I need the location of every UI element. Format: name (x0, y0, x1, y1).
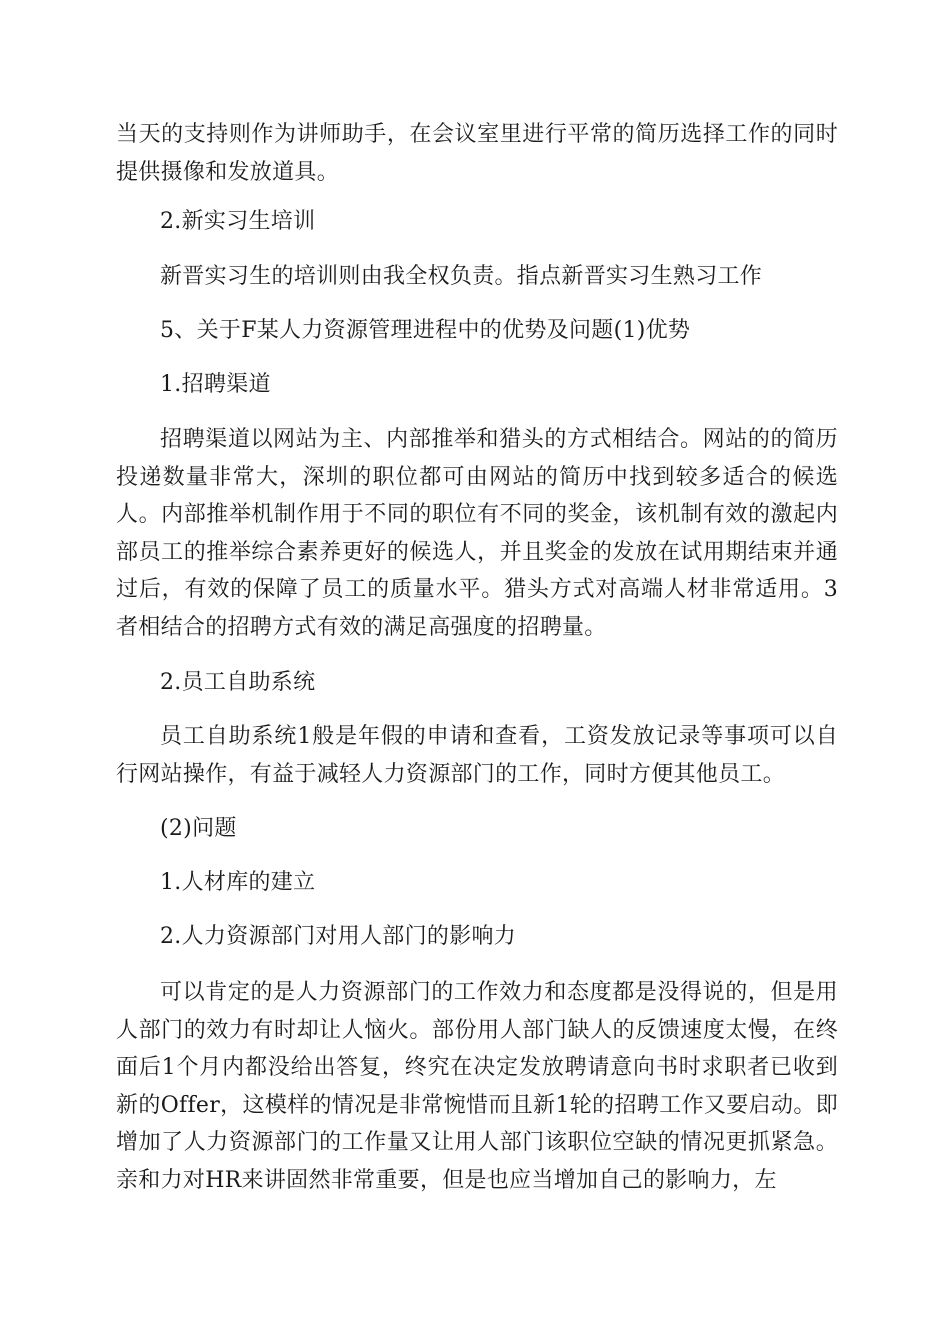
section-heading (116, 312, 838, 350)
paragraph (116, 258, 838, 296)
body-paragraph: 员工自助系统1般是年假的申请和查看，工资发放记录等事项可以自行网站操作，有益于减轻人力资源部门的工作，同时方便其他员工。 (116, 724, 838, 787)
heading-employee-self-service: 2.员工自助系统 (160, 670, 316, 695)
section-heading (116, 810, 838, 848)
heading-problems: (2)问题 (160, 816, 237, 841)
heading-advantages-and-problems: 5、关于F某人力资源管理进程中的优势及问题(1)优势 (160, 318, 691, 343)
section-heading (116, 664, 838, 702)
paragraph-continuation (116, 116, 838, 191)
section-heading (116, 203, 838, 241)
body-paragraph: 招聘渠道以网站为主、内部推举和猎头的方式相结合。网站的的简历投递数量非常大，深圳的职位都可由网站的简历中找到较多适合的候选人。内部推举机制作用于不同的职位有不同的奖金，该机制有效的激起内部员工的推举综合素养更好的候选人，并且奖金的发放在试用期结束并通过后，有效的保障了员工的质量水平。猎头方式对高端人材非常适用。3者相结合的招聘方式有效的满足高强度的招聘量。 (116, 427, 838, 640)
paragraph (116, 718, 838, 793)
section-heading (116, 864, 838, 902)
body-paragraph: 当天的支持则作为讲师助手，在会议室里进行平常的简历选择工作的同时提供摄像和发放道具。 (116, 122, 838, 185)
section-heading (116, 918, 838, 956)
paragraph (116, 974, 838, 1199)
heading-new-intern-training: 2.新实习生培训 (160, 209, 316, 234)
section-heading (116, 366, 838, 404)
heading-recruitment-channels: 1.招聘渠道 (160, 372, 271, 397)
heading-talent-pool: 1.人材库的建立 (160, 870, 316, 895)
heading-hr-influence: 2.人力资源部门对用人部门的影响力 (160, 924, 517, 949)
body-paragraph: 新晋实习生的培训则由我全权负责。指点新晋实习生熟习工作 (160, 264, 763, 289)
body-paragraph: 可以肯定的是人力资源部门的工作效力和态度都是没得说的，但是用人部门的效力有时却让人恼火。部份用人部门缺人的反馈速度太慢，在终面后1个月内都没给出答复，终究在决定发放聘请意向书时求职者已收到新的Offer，这模样的情况是非常惋惜而且新1轮的招聘工作又要启动。即增加了人力资源部门的工作量又让用人部门该职位空缺的情况更抓紧急。亲和力对HR来讲固然非常重要，但是也应当增加自己的影响力，左 (116, 980, 838, 1193)
paragraph (116, 421, 838, 646)
